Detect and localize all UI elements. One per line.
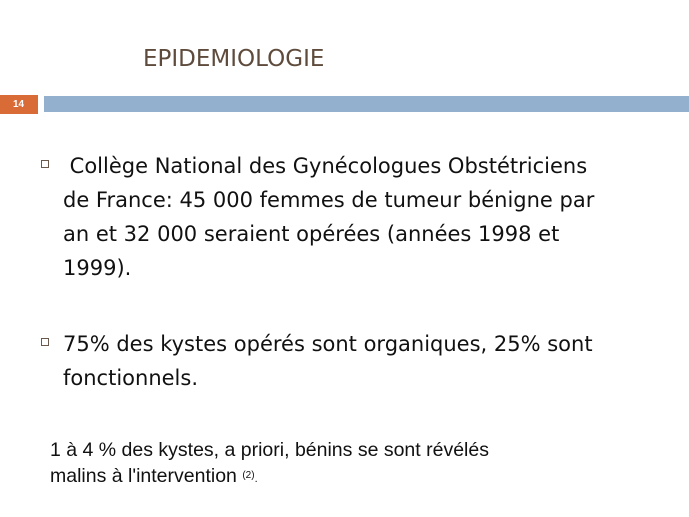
bullet-1-line-2: de France: 45 000 femmes de tumeur bénigne par — [63, 188, 595, 212]
bullet-2-line-2: fonctionnels. — [63, 366, 199, 390]
bullet-1-line-3: an et 32 000 seraient opérées (années 1998 et — [63, 222, 560, 246]
bullet-text-2 — [63, 327, 663, 395]
bullet-square-icon — [41, 338, 49, 346]
note-line-2-end: . — [254, 473, 258, 485]
slide-number-badge: 14 — [0, 95, 38, 114]
footnote-text — [50, 438, 610, 492]
bullet-1-line-4: 1999). — [63, 256, 132, 280]
bullet-square-icon — [41, 160, 49, 168]
note-line-2-text: malins à l'intervention — [50, 465, 243, 487]
bullet-1-line-1: Collège National des Gynécologues Obstétriciens — [63, 154, 588, 178]
header-bar — [44, 96, 689, 112]
reference-marker: (2) — [242, 470, 255, 481]
slide-title: EPIDEMIOLOGIE — [143, 46, 325, 72]
bullet-text-1 — [63, 149, 653, 285]
note-line-1: 1 à 4 % des kystes, a priori, bénins se sont révélés — [50, 439, 489, 461]
note-line-2 — [50, 463, 610, 492]
bullet-2-line-1: 75% des kystes opérés sont organiques, 25% sont — [63, 332, 593, 356]
